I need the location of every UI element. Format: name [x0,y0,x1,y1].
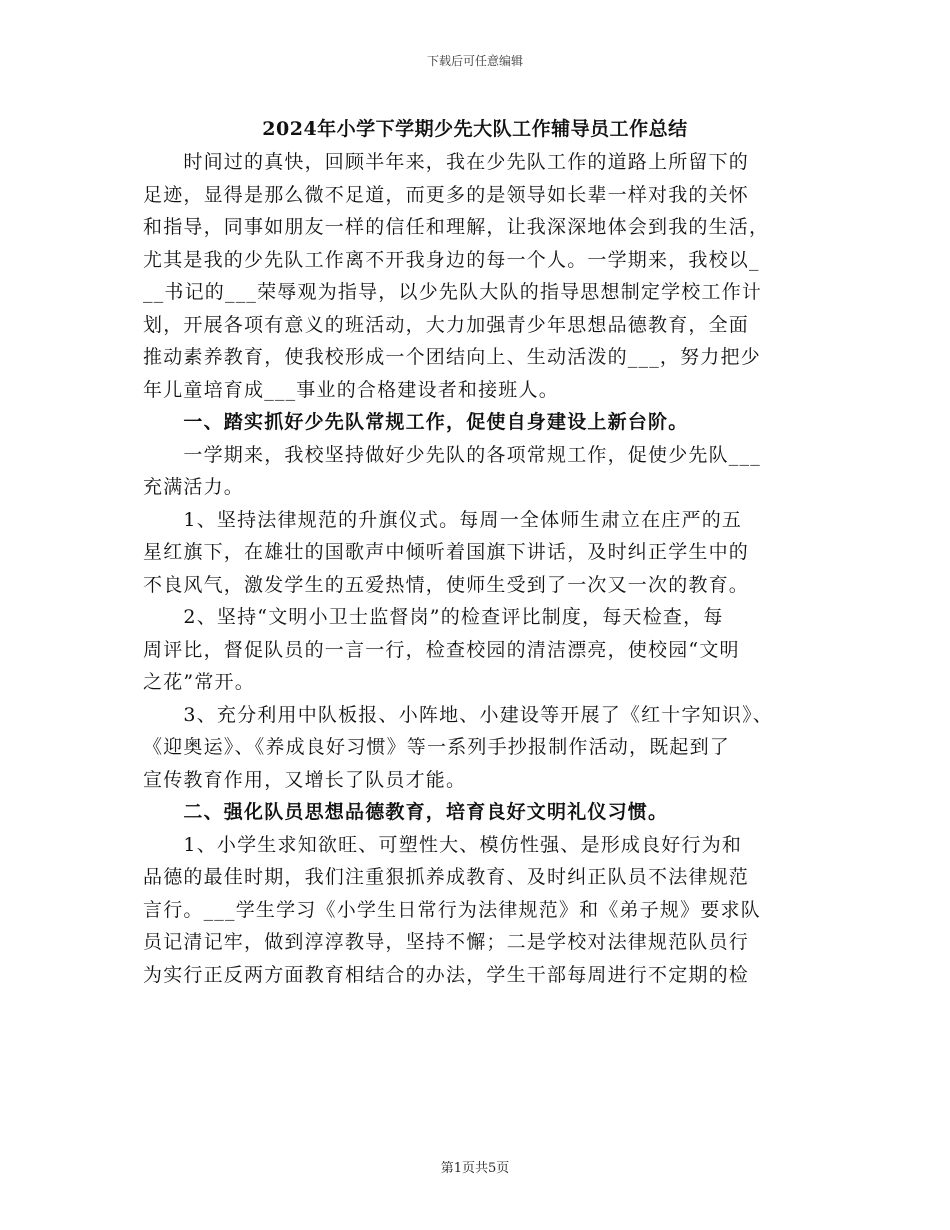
paragraph-line: 足迹，显得是那么微不足道，而更多的是领导如长辈一样对我的关怀 [143,183,750,206]
paragraph-line: 和指导，同事如朋友一样的信任和理解，让我深深地体会到我的生活， [143,216,770,238]
paragraph-line: 一学期来，我校坚持做好少先队的各项常规工作，促使少先队___ [143,443,761,466]
paragraph-line: 推动素养教育，使我校形成一个团结向上、生动活泼的___，努力把少 [143,346,761,368]
document-body [143,146,811,991]
section-heading: 二、强化队员思想品德教育，培育良好文明礼仪习惯。 [143,801,669,823]
paragraph-line: 不良风气，激发学生的五爱热情，使师生受到了一次又一次的教育。 [143,573,750,596]
paragraph-line: __书记的___荣辱观为指导，以少先队大队的指导思想制定学校工作计 [143,281,763,303]
section-heading: 一、踏实抓好少先队常规工作，促使自身建设上新台阶。 [143,411,689,433]
paragraph-line: 言行。___学生学习《小学生日常行为法律规范》和《弟子规》要求队 [143,898,761,921]
paragraph-line: 为实行正反两方面教育相结合的办法，学生干部每周进行不定期的检 [143,963,750,986]
paragraph-line: 2、坚持“文明小卫士监督岗”的检查评比制度，每天检查，每 [143,606,724,628]
document-title: 2024年小学下学期少先大队工作辅导员工作总结 [262,118,688,140]
paragraph-line: 《迎奥运》、《养成良好习惯》等一系列手抄报制作活动，既起到了 [143,736,731,758]
paragraph-line: 时间过的真快，回顾半年来，我在少先队工作的道路上所留下的 [143,151,750,173]
paragraph-line: 1、小学生求知欲旺、可塑性大、模仿性强、是形成良好行为和 [143,833,743,856]
paragraph-line: 年儿童培育成___事业的合格建设者和接班人。 [143,378,559,401]
paragraph-line: 之花”常开。 [143,671,255,693]
paragraph-line: 划，开展各项有意义的班活动，大力加强青少年思想品德教育，全面 [143,313,750,336]
paragraph-line: 周评比，督促队员的一言一行，检查校园的清洁漂亮，使校园“文明 [143,638,740,661]
paragraph-line: 3、充分利用中队板报、小阵地、小建设等开展了《红十字知识》、 [143,703,773,726]
page-number: 第1页共5页 [440,1161,510,1176]
paragraph-line: 1、坚持法律规范的升旗仪式。每周一全体师生肃立在庄严的五 [143,508,743,531]
page-header-note: 下载后可任意编辑 [426,54,523,68]
paragraph-line: 品德的最佳时期，我们注重狠抓养成教育、及时纠正队员不法律规范 [143,866,750,888]
paragraph-line: 员记清记牢，做到淳淳教导，坚持不懈；二是学校对法律规范队员行 [143,931,750,953]
paragraph-line: 星红旗下，在雄壮的国歌声中倾听着国旗下讲话，及时纠正学生中的 [143,541,750,563]
paragraph-line: 尤其是我的少先队工作离不开我身边的每一个人。一学期来，我校以_ [143,248,760,271]
paragraph-line: 充满活力。 [143,476,245,498]
paragraph-line: 宣传教育作用，又增长了队员才能。 [143,768,467,791]
